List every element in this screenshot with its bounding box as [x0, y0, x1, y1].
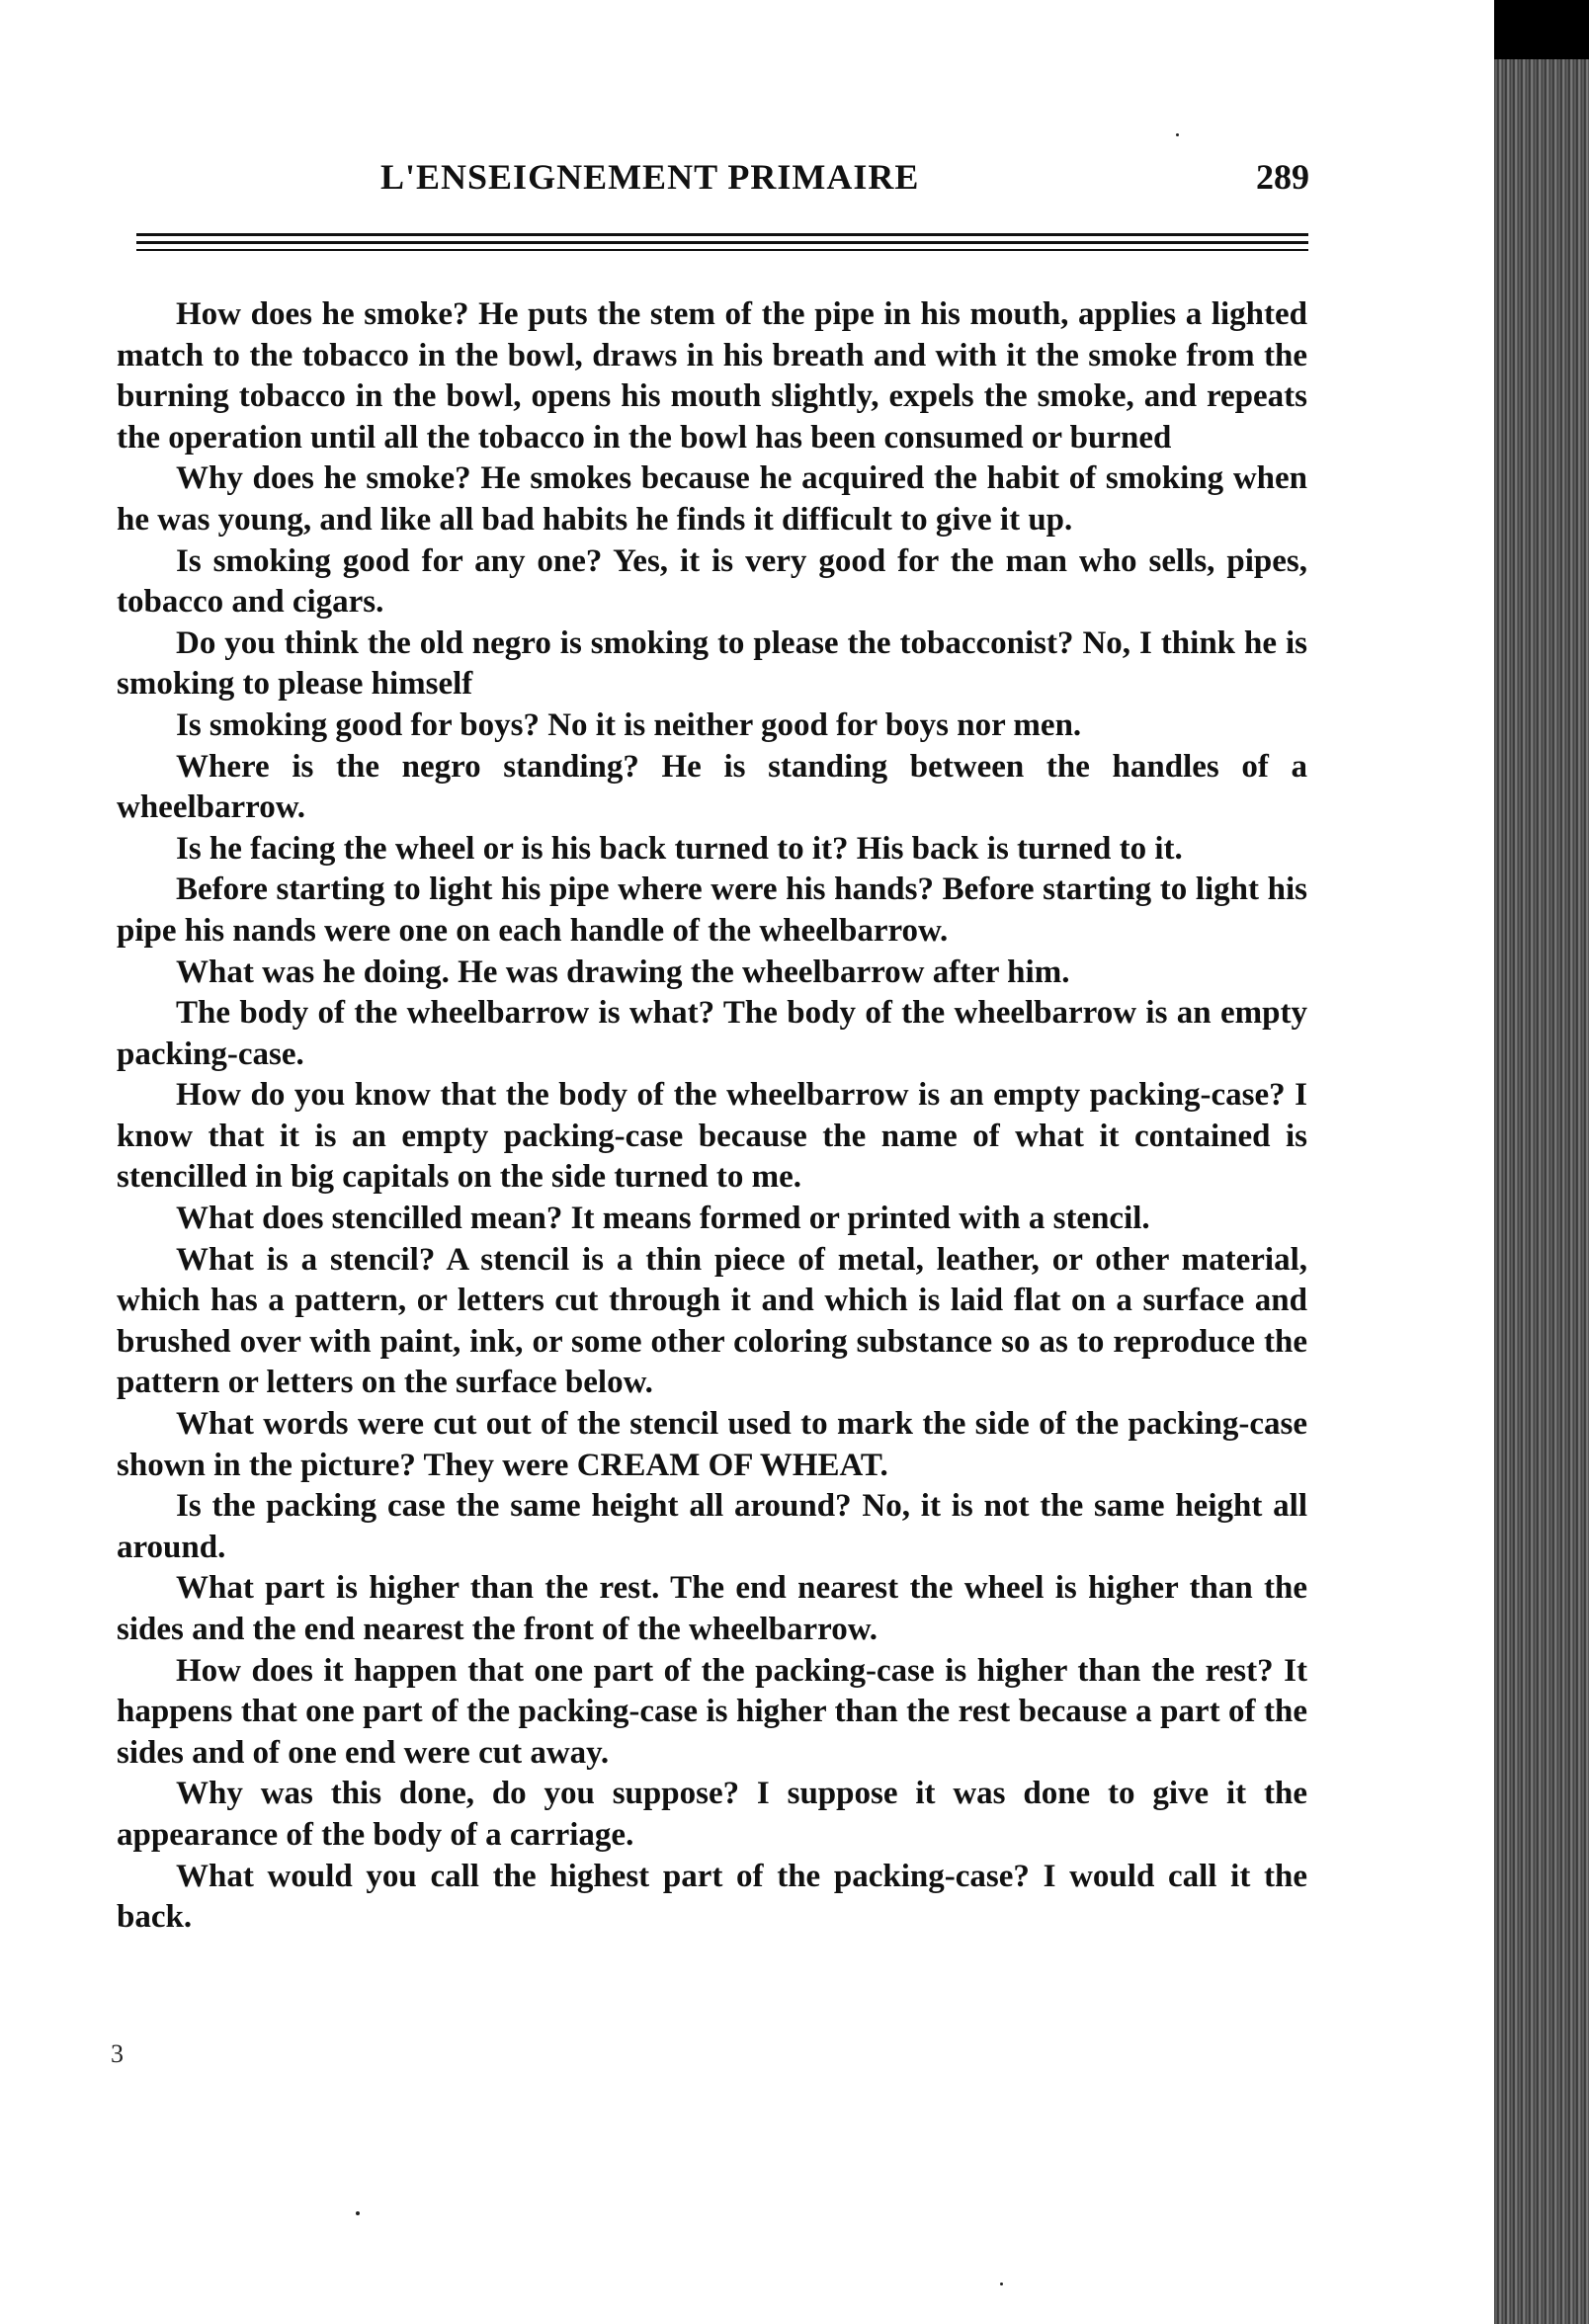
paragraph: Before starting to light his pipe where were his hands? Before starting to light his pipe his nands were one on each handle of the wheelbarrow. — [117, 872, 1307, 949]
paragraph: What was he doing. He was drawing the wheelbarrow after him. — [176, 954, 1070, 990]
paragraph: Is he facing the wheel or is his back turned to it? His back is turned to it. — [176, 830, 1183, 867]
paragraph: What part is higher than the rest. The end nearest the wheel is higher than the sides and the end nearest the front of the wheelbarrow. — [117, 1570, 1307, 1647]
paragraph: Is smoking good for boys? No it is neither good for boys nor men. — [176, 706, 1082, 743]
header-rule — [136, 241, 1308, 244]
body-text — [117, 294, 1307, 1939]
print-speck — [356, 2211, 360, 2215]
paragraph: Why was this done, do you suppose? I suppose it was done to give it the appearance of the body of a carriage. — [117, 1776, 1307, 1853]
paragraph: Why does he smoke? He smokes because he acquired the habit of smoking when he was young, and like all bad habits he finds it difficult to give it up. — [117, 460, 1307, 538]
paragraph: Do you think the old negro is smoking to please the tobacconist? No, I think he is smoking to please himself — [117, 624, 1307, 703]
paragraph: How do you know that the body of the wheelbarrow is an empty packing-case? I know that it is an empty packing-case because the name of what it contained is stencilled in big capitals on the side turned to me. — [117, 1077, 1307, 1196]
paragraph: How does he smoke? He puts the stem of the pipe in his mouth, applies a lighted match to the tobacco in the bowl, draws in his breath and with it the smoke from the burning tobacco in the bowl, opens his mouth slightly, expels the smoke, and repeats the operation until all the tobacco in the bowl has been consumed or burned — [117, 296, 1307, 456]
page-edge-shadow — [1494, 0, 1589, 59]
page-number: 289 — [1256, 157, 1309, 197]
running-head — [133, 156, 1309, 206]
paragraph: How does it happen that one part of the packing-case is higher than the rest? It happens that one part of the packing-case is higher than the rest because a part of the sides and of one end were cut away. — [117, 1652, 1307, 1771]
paragraph: Is smoking good for any one? Yes, it is very good for the man who sells, pipes, tobacco and cigars. — [117, 542, 1307, 621]
print-speck — [1000, 2282, 1003, 2285]
paragraph: Where is the negro standing? He is standing between the handles of a wheelbarrow. — [117, 748, 1307, 826]
header-rule — [136, 233, 1308, 236]
paragraph: What would you call the highest part of the packing-case? I would call it the back. — [117, 1858, 1307, 1936]
paragraph: The body of the wheelbarrow is what? The body of the wheelbarrow is an empty packing-case. — [117, 995, 1307, 1072]
paragraph: Is the packing case the same height all around? No, it is not the same height all around. — [117, 1488, 1307, 1565]
print-speck — [1176, 133, 1179, 136]
paragraph: What is a stencil? A stencil is a thin piece of metal, leather, or other material, which has a pattern, or letters cut through it and which is laid flat on a surface and brushed over with paint, ink, or some other coloring substance so as to reproduce the pattern or letters on the surface below. — [117, 1241, 1307, 1401]
book-page-edges — [1494, 59, 1589, 2324]
signature-mark: 3 — [111, 2039, 124, 2068]
paragraph: What does stencilled mean? It means formed or printed with a stencil. — [176, 1201, 1150, 1237]
header-rule — [136, 249, 1308, 251]
paragraph: What words were cut out of the stencil used to mark the side of the packing-case shown in the picture? They were CREAM OF WHEAT. — [117, 1406, 1307, 1483]
running-title: L'ENSEIGNEMENT PRIMAIRE — [380, 157, 920, 197]
